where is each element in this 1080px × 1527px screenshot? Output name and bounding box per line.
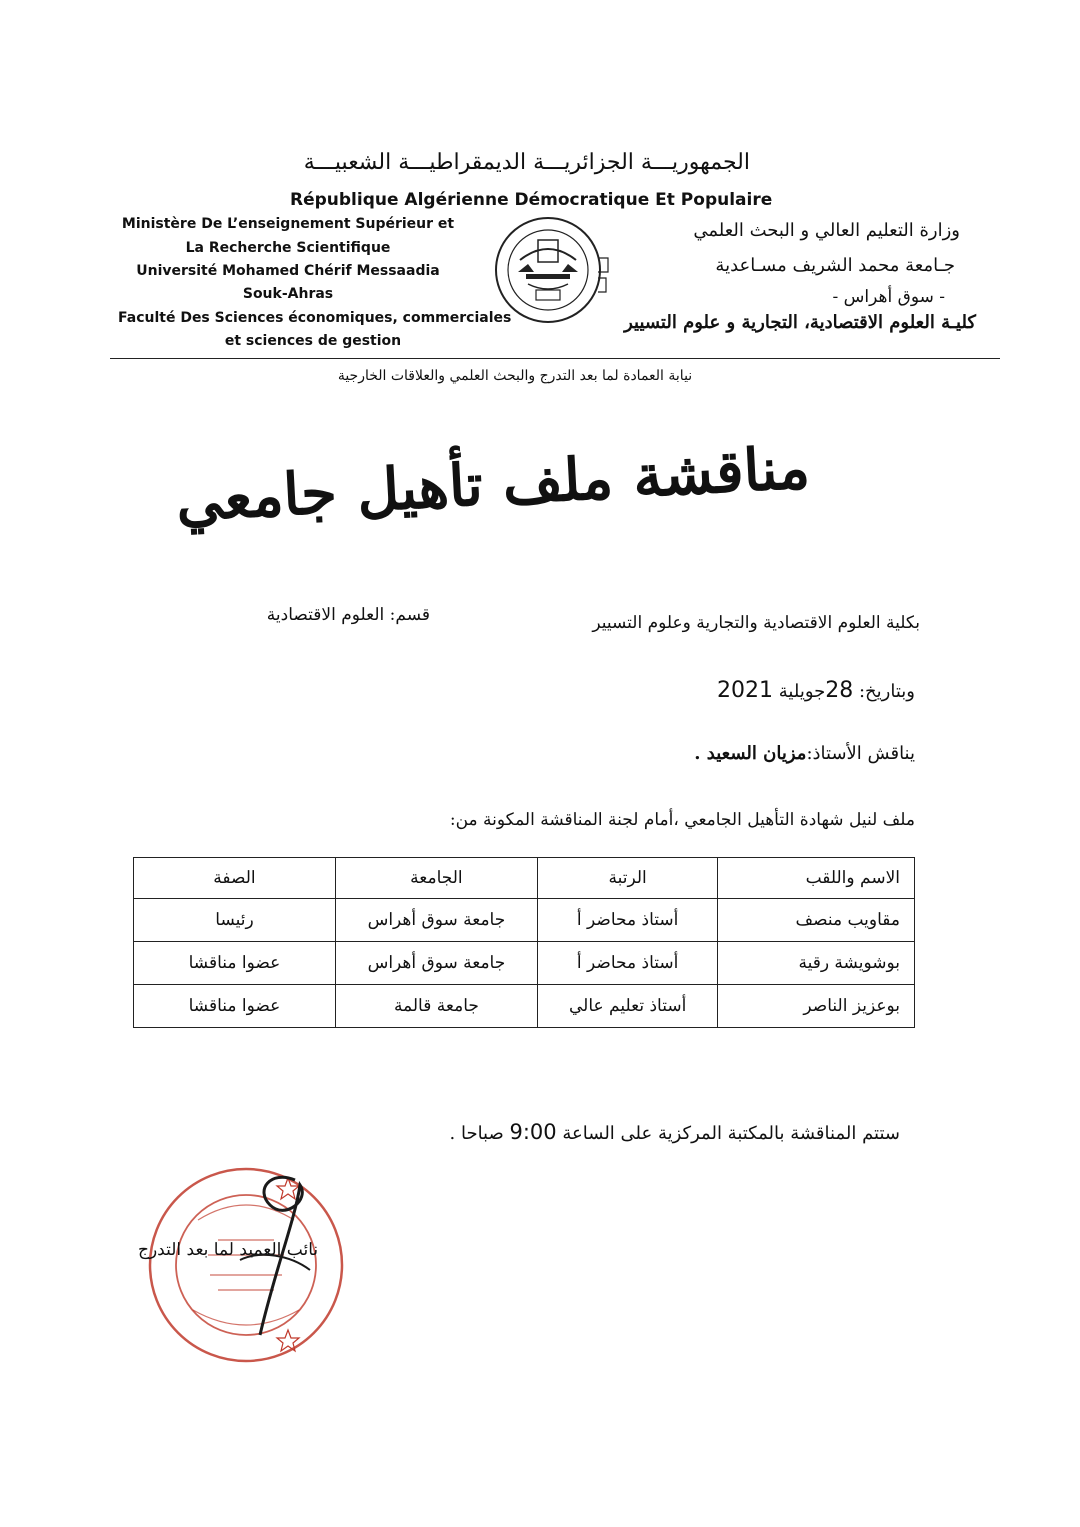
republic-arabic: الجمهوريـــة الجزائريـــة الديمقراطيـــة الشعبيـــة	[303, 150, 750, 175]
city-french: Souk-Ahras	[242, 286, 334, 302]
closing-suffix: صباحا .	[449, 1123, 510, 1144]
faculty-french-line-1: Faculté Des Sciences économiques, commerciales	[118, 310, 512, 326]
table-row	[134, 985, 915, 1028]
member-rank: أستاذ محاضر أ	[537, 899, 718, 942]
signatory-caption: نائب العميد لما بعد التدرج	[138, 1240, 319, 1260]
member-university: جامعة سوق أهراس	[335, 899, 537, 942]
date-line	[717, 678, 915, 703]
vice-deanship-line: نيابة العمادة لما بعد التدرج والبحث العلمي والعلاقات الخارجية	[337, 368, 693, 384]
header-rank: الرتبة	[537, 858, 718, 899]
member-role: عضوا مناقشا	[134, 942, 336, 985]
date-prefix: وبتاريخ:	[853, 681, 915, 702]
member-rank: أستاذ تعليم عالي	[537, 985, 718, 1028]
department-line: قسم: العلوم الاقتصادية	[266, 605, 430, 625]
header-divider	[110, 358, 1000, 359]
ministry-french-line-1: Ministère De L’enseignement Supérieur et	[121, 216, 455, 232]
university-arabic: جـامعة محمد الشريف مسـاعدية	[715, 255, 955, 276]
republic-french: République Algérienne Démocratique Et Populaire	[290, 190, 773, 210]
university-logo-icon	[490, 212, 615, 332]
member-role: رئيسا	[134, 899, 336, 942]
date-year: 2021	[717, 678, 774, 703]
city-arabic: - سوق أهراس -	[832, 287, 945, 307]
member-name: بوشويشة رقية	[718, 942, 915, 985]
defender-name: مزيان السعيد .	[694, 743, 807, 764]
faculty-arabic: كليـة العلوم الاقتصادية، التجارية و علوم التسيير	[624, 312, 976, 333]
member-university: جامعة سوق أهراس	[335, 942, 537, 985]
member-name: مقاويب منصف	[718, 899, 915, 942]
university-french: Université Mohamed Chérif Messaadia	[136, 263, 440, 279]
table-header-row	[134, 858, 915, 899]
closing-prefix: ستتم المناقشة بالمكتبة المركزية على الساعة	[556, 1123, 900, 1144]
closing-line	[450, 1120, 900, 1144]
faculty-french-line-2: et sciences de gestion	[224, 333, 402, 349]
header-university: الجامعة	[335, 858, 537, 899]
date-day: 28	[825, 678, 854, 703]
page-title: مناقشة ملف تأهيل جامعي	[174, 433, 812, 535]
defender-prefix: يناقش الأستاذ:	[806, 743, 915, 764]
header-name: الاسم واللقب	[718, 858, 915, 899]
handwritten-signature-icon	[200, 1160, 320, 1350]
ministry-arabic: وزارة التعليم العالي و البحث العلمي	[693, 220, 960, 241]
date-month: جويلية	[778, 681, 826, 702]
table-row	[134, 942, 915, 985]
header-role: الصفة	[134, 858, 336, 899]
faculty-line: بكلية العلوم الاقتصادية والتجارية وعلوم التسيير	[592, 613, 920, 633]
member-university: جامعة قالمة	[335, 985, 537, 1028]
file-line: ملف لنيل شهادة التأهيل الجامعي ،أمام لجنة المناقشة المكونة من:	[449, 810, 915, 830]
member-name: بوعزيز الناصر	[718, 985, 915, 1028]
closing-time: 9:00	[509, 1120, 557, 1144]
ministry-french-line-2: La Recherche Scientifique	[185, 240, 391, 256]
table-row	[134, 899, 915, 942]
defender-line	[694, 743, 915, 764]
member-rank: أستاذ محاضر أ	[537, 942, 718, 985]
member-role: عضوا مناقشا	[134, 985, 336, 1028]
committee-table	[133, 857, 915, 1028]
